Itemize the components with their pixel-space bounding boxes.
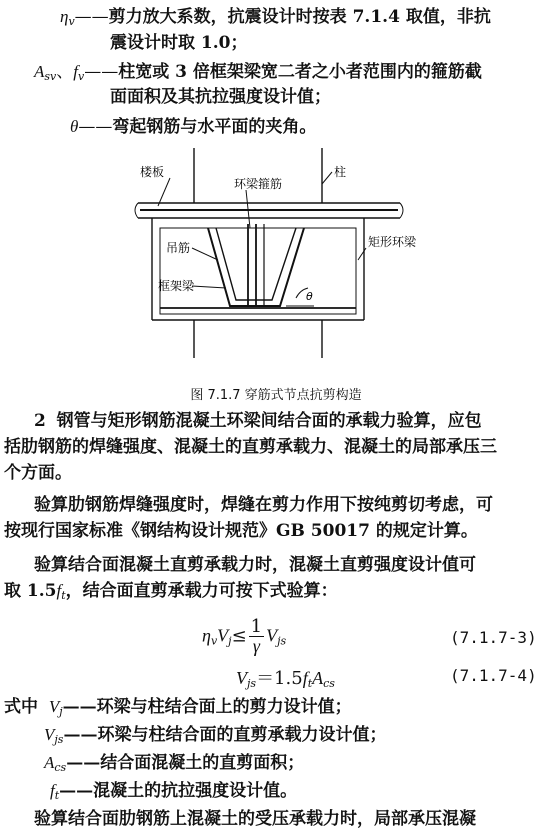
where-item-vj: 式中 $V_j——$环梁与柱结合面上的剪力设计值； xyxy=(4,697,352,718)
label-theta: θ xyxy=(306,290,313,303)
def-text: 剪力放大系数，抗震设计时按表 7.1.4 取值，非抗 xyxy=(108,7,491,27)
def-eta-v-cont: 震设计时取 1.0； xyxy=(110,33,248,53)
label-floor: 楼板 xyxy=(140,165,165,179)
where-item-vjs: $V_{js}——$环梁与柱结合面的直剪承载力设计值； xyxy=(44,725,387,746)
label-column: 柱 xyxy=(334,165,347,179)
label-ring-stirrup: 环梁箍筋 xyxy=(234,177,283,191)
dash: —— xyxy=(74,7,109,27)
para2-line1: 验算肋钢筋焊缝强度时，焊缝在剪力作用下按纯剪切考虑，可 xyxy=(34,495,493,515)
eq-number-4: (7.1.7-4) xyxy=(450,666,537,685)
last-line: 验算结合面肋钢筋上混凝土的受压承载力时，局部承压混凝 xyxy=(34,809,476,829)
def-eta-v xyxy=(60,6,491,33)
where-lead: 式中 xyxy=(4,697,38,717)
item-number: 2 xyxy=(34,411,46,431)
dash: —— xyxy=(84,62,119,82)
symbol: θ xyxy=(70,117,79,136)
def-theta xyxy=(70,116,316,138)
subscript: v xyxy=(68,15,75,28)
formula-7-1-7-4: $V_{js}=1.5f_tA_{cs}$ xyxy=(236,668,335,690)
symbol: A xyxy=(34,62,45,81)
joint-diagram xyxy=(100,148,440,380)
dash: —— xyxy=(78,117,113,137)
formula-7-1-7-3: $\eta_vV_j\le$ $\frac{1}{\gamma}$ $V_{js}$ xyxy=(202,616,287,656)
def-text: 弯起钢筋与水平面的夹角。 xyxy=(112,117,317,137)
symbol: η xyxy=(60,7,69,26)
def-text: 柱宽或 3 倍框架梁宽二者之小者范围内的箍筋截 xyxy=(118,62,482,82)
where-item-acs: $A_{cs}——$结合面混凝土的直剪面积； xyxy=(44,753,305,774)
def-asv-fv-cont: 面面积及其抗拉强度设计值； xyxy=(110,87,331,107)
eq-number-3: (7.1.7-3) xyxy=(450,628,537,647)
label-hanger: 吊筋 xyxy=(166,241,191,255)
def-asv-fv: $A_{sv}$、$f_v——$柱宽或 3 倍框架梁宽二者之小者范围内的箍筋截 xyxy=(34,62,482,83)
subscript: sv xyxy=(44,70,57,83)
subscript: v xyxy=(77,70,85,83)
para2-line2: 按现行国家标准《钢结构设计规范》GB 50017 的规定计算。 xyxy=(4,521,478,541)
para1-line2: 括肋钢筋的焊缝强度、混凝土的直剪承载力、混凝土的局部承压三 xyxy=(4,437,497,457)
para3-line2: 取 $1.5f_t$，结合面直剪承载力可按下式验算： xyxy=(4,581,338,602)
label-rect-ring: 矩形环梁 xyxy=(368,235,417,249)
label-frame-beam: 框架梁 xyxy=(158,279,195,293)
para3-line1: 验算结合面混凝土直剪承载力时，混凝土直剪强度设计值可 xyxy=(34,555,476,575)
symbol: f xyxy=(73,62,78,81)
para1-line3: 个方面。 xyxy=(4,463,72,483)
where-item-ft: $f_t——$混凝土的抗拉强度设计值。 xyxy=(50,781,298,802)
figure-caption: 图 7.1.7 穿筋式节点抗剪构造 xyxy=(190,388,362,403)
para1-line1: 2 钢管与矩形钢筋混凝土环梁间结合面的承载力验算，应包 xyxy=(34,411,482,431)
